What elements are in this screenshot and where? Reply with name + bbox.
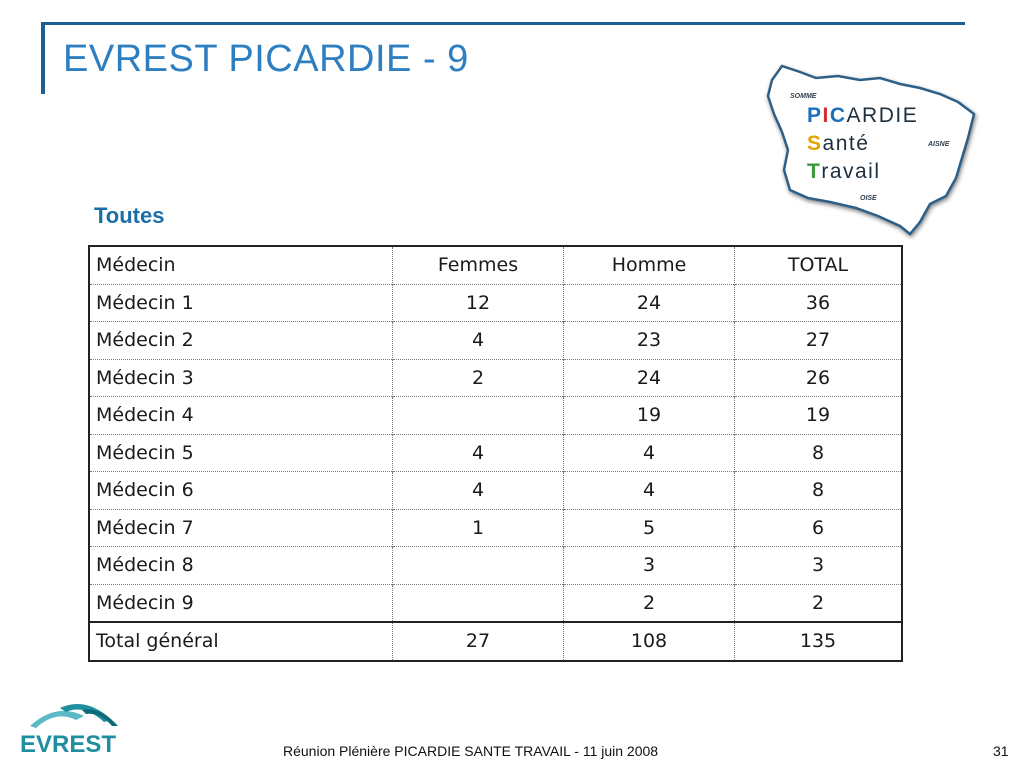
region-label-somme: SOMME bbox=[790, 93, 817, 100]
cell-femmes bbox=[393, 397, 564, 435]
cell-total-homme: 108 bbox=[564, 622, 735, 661]
cell-homme: 4 bbox=[564, 434, 735, 472]
evrest-logo bbox=[16, 698, 128, 758]
cell-femmes bbox=[393, 584, 564, 622]
cell-total-total: 135 bbox=[735, 622, 903, 661]
cell-total: 19 bbox=[735, 397, 903, 435]
cell-total-femmes: 27 bbox=[393, 622, 564, 661]
cell-total: 8 bbox=[735, 472, 903, 510]
data-table bbox=[88, 245, 903, 662]
table-row bbox=[89, 509, 902, 547]
cell-femmes: 2 bbox=[393, 359, 564, 397]
table-row bbox=[89, 359, 902, 397]
table-row bbox=[89, 472, 902, 510]
cell-medecin: Médecin 9 bbox=[89, 584, 393, 622]
cell-medecin: Médecin 1 bbox=[89, 284, 393, 322]
cell-femmes bbox=[393, 547, 564, 585]
picardie-sante-travail-logo bbox=[760, 58, 980, 240]
cell-medecin: Médecin 5 bbox=[89, 434, 393, 472]
evrest-mountain-icon bbox=[16, 698, 128, 758]
table-total-row bbox=[89, 622, 902, 661]
cell-medecin: Médecin 7 bbox=[89, 509, 393, 547]
header-total: TOTAL bbox=[735, 246, 903, 284]
table-row bbox=[89, 322, 902, 360]
table-row bbox=[89, 284, 902, 322]
cell-total: 27 bbox=[735, 322, 903, 360]
cell-total: 3 bbox=[735, 547, 903, 585]
cell-total: 36 bbox=[735, 284, 903, 322]
picardie-map-icon bbox=[760, 58, 980, 240]
table-row bbox=[89, 584, 902, 622]
table-header-row bbox=[89, 246, 902, 284]
table-row bbox=[89, 434, 902, 472]
region-label-aisne: AISNE bbox=[928, 141, 950, 148]
cell-homme: 4 bbox=[564, 472, 735, 510]
cell-homme: 24 bbox=[564, 359, 735, 397]
cell-femmes: 12 bbox=[393, 284, 564, 322]
cell-femmes: 4 bbox=[393, 472, 564, 510]
brand-line-picardie: PICARDIE bbox=[807, 104, 919, 127]
page-number: 31 bbox=[993, 743, 1009, 759]
region-label-oise: OISE bbox=[860, 195, 877, 202]
cell-medecin: Médecin 3 bbox=[89, 359, 393, 397]
title-frame-left bbox=[41, 22, 45, 94]
cell-medecin: Médecin 8 bbox=[89, 547, 393, 585]
cell-medecin: Médecin 4 bbox=[89, 397, 393, 435]
evrest-logo-text: EVREST bbox=[20, 731, 117, 758]
cell-femmes: 4 bbox=[393, 322, 564, 360]
cell-femmes: 1 bbox=[393, 509, 564, 547]
slide-title: EVREST PICARDIE - 9 bbox=[63, 38, 469, 80]
cell-medecin: Médecin 2 bbox=[89, 322, 393, 360]
cell-medecin: Médecin 6 bbox=[89, 472, 393, 510]
footer-text: Réunion Plénière PICARDIE SANTE TRAVAIL - 11 juin 2008 bbox=[283, 743, 659, 759]
cell-homme: 24 bbox=[564, 284, 735, 322]
cell-homme: 19 bbox=[564, 397, 735, 435]
table-row bbox=[89, 547, 902, 585]
cell-femmes: 4 bbox=[393, 434, 564, 472]
table-title: Toutes bbox=[94, 203, 165, 228]
cell-total: 8 bbox=[735, 434, 903, 472]
cell-homme: 23 bbox=[564, 322, 735, 360]
cell-homme: 2 bbox=[564, 584, 735, 622]
cell-total: 26 bbox=[735, 359, 903, 397]
cell-total-label: Total général bbox=[89, 622, 393, 661]
cell-total: 6 bbox=[735, 509, 903, 547]
cell-homme: 3 bbox=[564, 547, 735, 585]
header-femmes: Femmes bbox=[393, 246, 564, 284]
cell-homme: 5 bbox=[564, 509, 735, 547]
title-frame-top bbox=[41, 22, 965, 25]
brand-line-sante: Santé bbox=[807, 132, 870, 155]
header-medecin: Médecin bbox=[89, 246, 393, 284]
header-homme: Homme bbox=[564, 246, 735, 284]
brand-line-travail: Travail bbox=[807, 160, 881, 183]
cell-total: 2 bbox=[735, 584, 903, 622]
table-row bbox=[89, 397, 902, 435]
